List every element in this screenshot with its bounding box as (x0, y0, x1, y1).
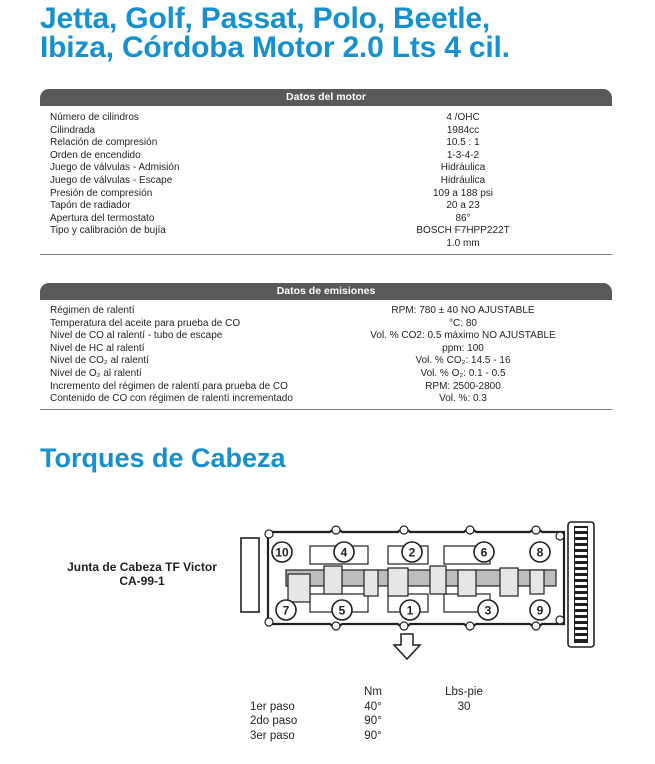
torque-nm: 90° (364, 729, 382, 742)
bolt-number (402, 542, 422, 562)
row-label: Juego de válvulas - Escape (50, 174, 173, 186)
torque-nm: 40° (364, 700, 382, 713)
row-value: 1.0 mm (446, 237, 480, 249)
row-value: °C: 80 (449, 317, 477, 329)
data-row (50, 393, 610, 406)
data-row (50, 355, 610, 368)
title-line-2: Ibiza, Córdoba Motor 2.0 Lts 4 cil. (40, 31, 510, 64)
gasket-part-number: CA-99-1 (119, 574, 165, 588)
row-value: Vol. %: 0.3 (439, 393, 487, 405)
row-label: Incremento del régimen de ralentí para prueba de CO (50, 380, 288, 392)
row-label: Nivel de HC al ralentí (50, 342, 145, 354)
row-label: Nivel de CO al ralentí - tubo de escape (50, 330, 223, 342)
data-row (50, 343, 610, 356)
cylinder-head-diagram (238, 512, 618, 667)
row-value: Hidráulica (440, 162, 486, 174)
row-value: BOSCH F7HPP222T (416, 225, 510, 237)
row-label: Presión de compresión (50, 187, 153, 199)
emissions-data-divider (40, 409, 612, 410)
data-row (50, 330, 610, 343)
row-value: 4 /OHC (446, 112, 480, 123)
bolt-number (334, 542, 354, 562)
emissions-data-header: Datos de emisiones (40, 283, 612, 300)
row-label: Juego de válvulas - Admisión (50, 162, 180, 174)
row-value: 10.5 : 1 (446, 137, 480, 149)
row-value: Vol. % O₂: 0.1 - 0.5 (420, 367, 506, 379)
bolt-number (400, 600, 420, 620)
data-row (50, 188, 610, 201)
title-line-1: Jetta, Golf, Passat, Polo, Beetle, (40, 2, 491, 35)
torque-step: 1er paso (250, 700, 295, 713)
bolt-number (276, 600, 296, 620)
row-value: 109 a 188 psi (432, 187, 494, 199)
engine-data-header: Datos del motor (40, 89, 612, 106)
data-row (50, 318, 610, 331)
row-value: 20 a 23 (446, 200, 480, 212)
svg-text:2: 2 (408, 545, 416, 560)
gasket-name: Junta de Cabeza TF Victor (67, 560, 217, 574)
col-nm-header: Nm (364, 686, 382, 698)
torque-step: 3er paso (250, 729, 295, 742)
data-row (50, 112, 610, 125)
data-row (50, 162, 610, 175)
gasket-label (52, 560, 232, 588)
row-value: 86° (455, 212, 471, 224)
torque-step: 2do paso (250, 715, 298, 727)
bolt-number (530, 600, 550, 620)
row-value: 1984cc (446, 124, 480, 136)
bolt-number (474, 542, 494, 562)
row-label: Régimen de ralentí (50, 305, 135, 316)
svg-text:7: 7 (282, 603, 290, 618)
torque-heading: Torques de Cabeza (40, 443, 286, 473)
row-value: Vol. % CO₂: 14.5 - 16 (415, 355, 511, 367)
data-row (50, 225, 610, 238)
row-value: 1-3-4-2 (446, 149, 480, 161)
page-title (40, 4, 510, 62)
row-label: Nivel de CO₂ al ralentí (50, 355, 149, 367)
row-label: Número de cilindros (50, 112, 139, 123)
row-label: Tapón de radiador (50, 200, 131, 212)
data-row (50, 368, 610, 381)
bolt-number (332, 600, 352, 620)
data-row (50, 125, 610, 138)
data-row (50, 150, 610, 163)
front-arrow-icon (394, 634, 420, 659)
svg-text:4: 4 (340, 545, 348, 560)
engine-data-table (50, 112, 610, 251)
col-lbs-header: Lbs-pie (445, 686, 483, 698)
torque-lbs: 30 (457, 700, 471, 713)
row-label: Contenido de CO con régimen de ralentí incrementado (50, 393, 293, 405)
row-label: Orden de encendido (50, 149, 141, 161)
row-value: RPM: 2500-2800 (425, 380, 501, 392)
bolt-number (272, 542, 292, 562)
data-row (50, 305, 610, 318)
svg-text:6: 6 (480, 545, 488, 560)
data-row (50, 381, 610, 394)
row-label: Relación de compresión (50, 137, 158, 149)
data-row (50, 200, 610, 213)
data-row (50, 137, 610, 150)
svg-text:3: 3 (484, 603, 492, 618)
data-row (50, 238, 610, 251)
engine-data-divider (40, 254, 612, 255)
data-row (50, 175, 610, 188)
row-label: Apertura del termostato (50, 212, 155, 224)
row-label: Cilindrada (50, 124, 96, 136)
svg-text:8: 8 (536, 545, 544, 560)
svg-text:9: 9 (536, 603, 544, 618)
svg-text:10: 10 (275, 545, 289, 560)
row-label: Nivel de O₂ al ralentí (50, 367, 142, 379)
intake-plate (241, 538, 259, 612)
torque-nm: 90° (364, 715, 382, 727)
bolt-number (478, 600, 498, 620)
row-value: RPM: 780 ± 40 NO AJUSTABLE (391, 305, 535, 316)
row-label: Temperatura del aceite para prueba de CO (50, 317, 241, 329)
data-row (50, 213, 610, 226)
row-value: Hidráulica (440, 174, 486, 186)
svg-text:5: 5 (338, 603, 346, 618)
row-label: Tipo y calibración de bujía (50, 225, 166, 237)
row-value: ppm: 100 (442, 342, 484, 354)
bolt-number (530, 542, 550, 562)
emissions-data-table (50, 305, 610, 406)
svg-text:1: 1 (406, 603, 414, 618)
row-value: Vol. % CO2: 0.5 máximo NO AJUSTABLE (370, 330, 556, 342)
